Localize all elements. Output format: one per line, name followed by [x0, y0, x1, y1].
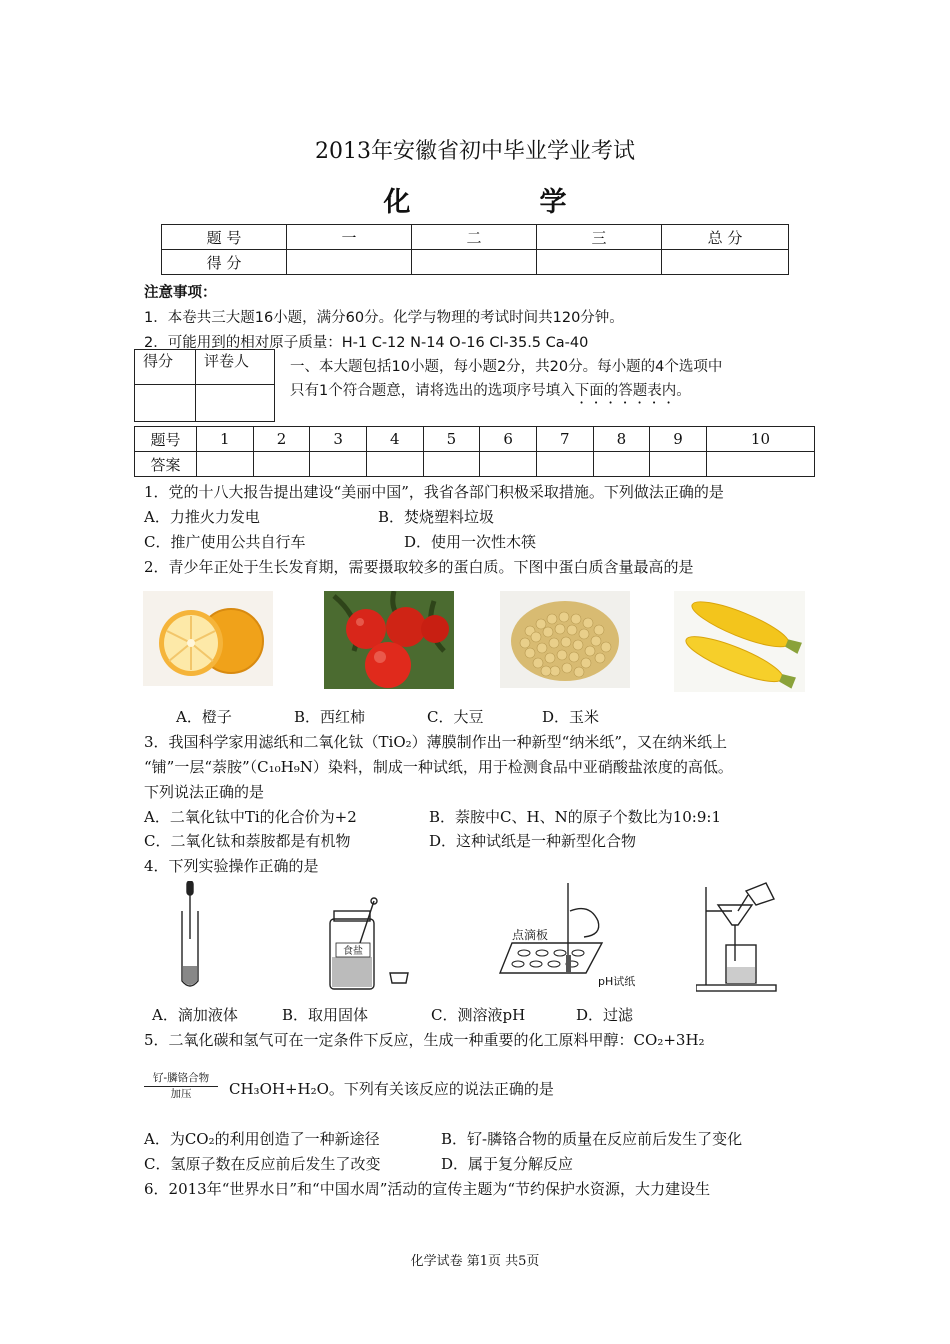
- score-cell: 得 分: [162, 250, 287, 275]
- answer-header-cell: 7: [536, 427, 593, 452]
- answer-header-cell: 3: [310, 427, 367, 452]
- subject-title: [0, 180, 950, 219]
- score-cell[interactable]: [537, 250, 662, 275]
- answer-cell[interactable]: [650, 452, 707, 477]
- q4-option-b: B．取用固体: [282, 1006, 369, 1024]
- score-cell[interactable]: [287, 250, 412, 275]
- grader-box: [134, 349, 275, 422]
- q3-line-3: 下列说法正确的是: [144, 783, 265, 801]
- score-cell[interactable]: [662, 250, 789, 275]
- q4-stem: 4．下列实验操作正确的是: [144, 857, 319, 875]
- section-1-instructions-line1: 一、本大题包括10小题，每小题2分，共20分。每小题的4个选项中: [290, 359, 723, 375]
- answer-header-cell: 10: [706, 427, 814, 452]
- q5-option-b: B．钌-膦铬合物的质量在反应前后发生了变化: [441, 1130, 743, 1148]
- answer-cell[interactable]: [480, 452, 537, 477]
- salt-label: 食盐: [343, 946, 363, 957]
- answer-header-cell: 4: [366, 427, 423, 452]
- answer-cell[interactable]: [197, 452, 254, 477]
- spot-plate-label: 点滴板: [512, 928, 549, 942]
- answer-header-cell: 6: [480, 427, 537, 452]
- answer-header-cell: 2: [253, 427, 310, 452]
- tomato-image: [324, 591, 454, 689]
- grader-score-cell[interactable]: [135, 385, 196, 422]
- q5-option-d: D．属于复分解反应: [441, 1155, 574, 1173]
- answer-cell[interactable]: [593, 452, 650, 477]
- grader-reviewer-cell[interactable]: [196, 385, 275, 422]
- answer-header-cell: 题号: [135, 427, 197, 452]
- answer-cell[interactable]: [536, 452, 593, 477]
- answer-header-cell: 1: [197, 427, 254, 452]
- score-table: [161, 224, 789, 275]
- q4-option-a: A．滴加液体: [152, 1006, 238, 1024]
- q3-line-2: “铺”一层“萘胺”（C₁₀H₉N）染料，制成一种试纸，用于检测食品中亚硝酸盐浓度的高低。: [144, 758, 733, 776]
- answer-table-row: [135, 452, 815, 477]
- grader-score-label: 得分: [135, 350, 196, 385]
- reaction-condition: [144, 1071, 218, 1101]
- dropper-testtube-diagram: [170, 881, 210, 993]
- q5-option-c: C．氢原子数在反应前后发生了改变: [144, 1155, 381, 1173]
- corn-image: [674, 591, 805, 692]
- q1-option-c: C．推广使用公共自行车: [144, 533, 306, 551]
- q3-option-a: A．二氧化钛中Ti的化合价为+2: [144, 808, 357, 826]
- score-table-row: [162, 250, 789, 275]
- q4-option-d: D．过滤: [576, 1006, 634, 1024]
- answer-row-label: 答案: [135, 452, 197, 477]
- q2-option-c: C．大豆: [427, 708, 484, 726]
- jar-spoon-diagram: [322, 897, 412, 993]
- score-cell: 二: [412, 225, 537, 250]
- q1-option-b: B．焚烧塑料垃圾: [378, 508, 495, 526]
- instruction-text: 只有1个符合题意，请将选出的选项序号填入: [290, 383, 575, 399]
- q2-option-a: A．橙子: [176, 708, 232, 726]
- score-cell[interactable]: [412, 250, 537, 275]
- answer-cell[interactable]: [706, 452, 814, 477]
- answer-cell[interactable]: [310, 452, 367, 477]
- q3-option-d: D．这种试纸是一种新型化合物: [429, 832, 637, 850]
- q2-option-b: B．西红柿: [294, 708, 366, 726]
- q5-option-a: A．为CO₂的利用创造了一种新途径: [144, 1130, 380, 1148]
- score-table-header-row: [162, 225, 789, 250]
- section-1-instructions-line2: [290, 379, 691, 407]
- notes-heading: 注意事项：: [144, 285, 217, 301]
- subject-char-2: 学: [539, 187, 567, 218]
- q1-option-a: A．力推火力发电: [144, 508, 260, 526]
- q1-option-d: D．使用一次性木筷: [404, 533, 537, 551]
- answer-header-cell: 5: [423, 427, 480, 452]
- ph-test-diagram: [498, 881, 646, 993]
- q5-line-2: CH₃OH+H₂O。下列有关该反应的说法正确的是: [229, 1080, 554, 1098]
- q5-line-1: 5．二氧化碳和氢气可在一定条件下反应，生成一种重要的化工原料甲醇：CO₂+3H₂: [144, 1031, 705, 1049]
- page-footer: 化学试卷 第1页 共5页: [410, 1254, 540, 1269]
- answer-table-header: [135, 427, 815, 452]
- grader-reviewer-label: 评卷人: [196, 350, 275, 385]
- q3-option-c: C．二氧化钛和萘胺都是有机物: [144, 832, 351, 850]
- answer-table: [134, 426, 815, 477]
- q2-stem: 2．青少年正处于生长发育期，需要摄取较多的蛋白质。下图中蛋白质含量最高的是: [144, 558, 694, 576]
- note-item-1: 1．本卷共三大题16小题，满分60分。化学与物理的考试时间共120分钟。: [144, 310, 624, 326]
- answer-cell[interactable]: [423, 452, 480, 477]
- score-cell: 一: [287, 225, 412, 250]
- answer-cell[interactable]: [366, 452, 423, 477]
- q1-stem: 1．党的十八大报告提出建设“美丽中国”，我省各部门积极采取措施。下列做法正确的是: [144, 483, 724, 501]
- answer-header-cell: 8: [593, 427, 650, 452]
- catalyst-label: 钌-膦铬合物: [152, 1072, 210, 1084]
- note-item-2: 2．可能用到的相对原子质量：H-1 C-12 N-14 O-16 Cl-35.5 Ca-40: [144, 335, 589, 351]
- q2-option-d: D．玉米: [542, 708, 600, 726]
- score-cell: 总 分: [662, 225, 789, 250]
- subject-char-1: 化: [383, 187, 411, 218]
- filtration-diagram: [696, 881, 780, 993]
- q4-option-c: C．测溶液pH: [431, 1006, 526, 1024]
- emphasized-text: 下面的答题表内: [574, 383, 677, 399]
- exam-title: 2013年安徽省初中毕业学业考试: [315, 139, 635, 164]
- instruction-text: 。: [676, 383, 691, 399]
- pressure-label: 加压: [170, 1088, 192, 1100]
- q3-line-1: 3．我国科学家用滤纸和二氧化钛（TiO₂）薄膜制作出一种新型“纳米纸”，又在纳米纸上: [144, 733, 727, 751]
- answer-cell[interactable]: [253, 452, 310, 477]
- soybean-image: [500, 591, 630, 688]
- orange-image: [143, 591, 273, 686]
- q3-option-b: B．萘胺中C、H、N的原子个数比为10:9:1: [429, 808, 721, 826]
- q6-line-1: 6．2013年“世界水日”和“中国水周”活动的宣传主题为“节约保护水资源，大力建设生: [144, 1180, 711, 1198]
- ph-paper-label: pH试纸: [598, 975, 636, 988]
- score-cell: 题 号: [162, 225, 287, 250]
- answer-header-cell: 9: [650, 427, 707, 452]
- score-cell: 三: [537, 225, 662, 250]
